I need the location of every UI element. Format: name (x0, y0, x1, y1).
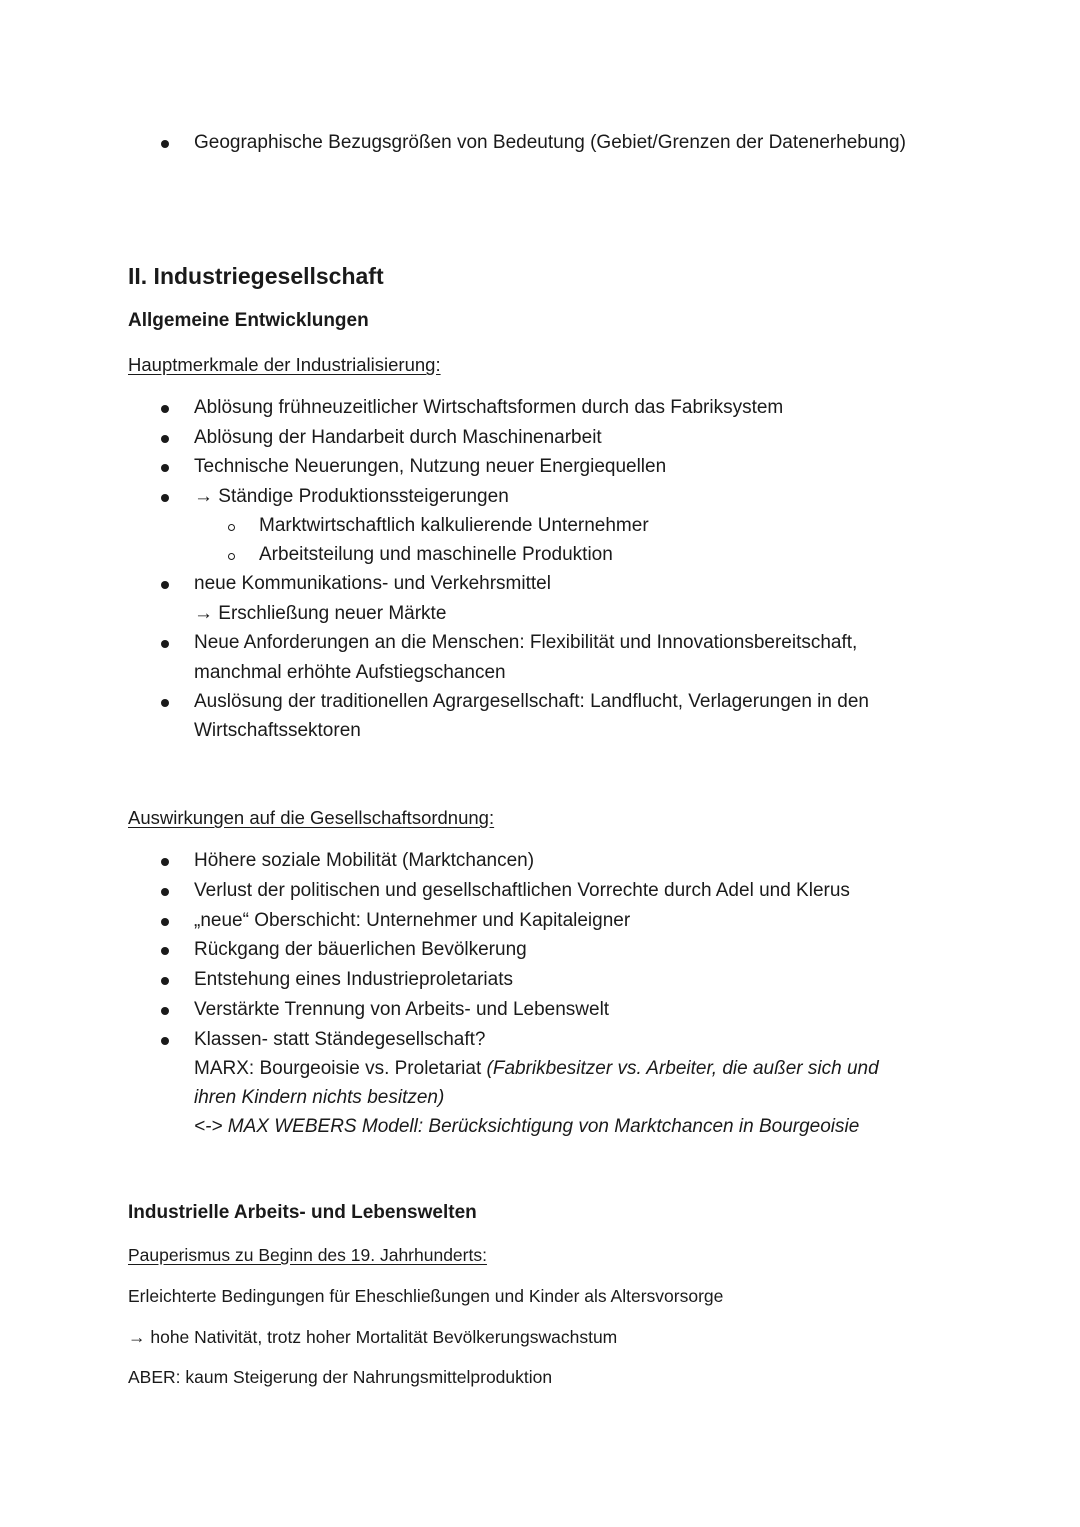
bullet-dot (161, 435, 169, 443)
bullet-dot (161, 918, 169, 926)
list-item: Verstärkte Trennung von Arbeits- und Lebenswelt (194, 999, 610, 1020)
bullet-dot (161, 405, 169, 413)
bullet-dot (161, 581, 169, 589)
list-item: neue Kommunikations- und Verkehrsmittel (194, 573, 551, 594)
paragraph: Erleichterte Bedingungen für Eheschließungen und Kinder als Altersvorsorge (128, 1286, 724, 1306)
bullet-dot (161, 888, 169, 896)
list-item: Ablösung frühneuzeitlicher Wirtschaftsformen durch das Fabriksystem (194, 397, 784, 418)
bullet-dot (161, 947, 169, 955)
list-item: Verlust der politischen und gesellschaftlichen Vorrechte durch Adel und Klerus (194, 880, 850, 901)
list-item: Neue Anforderungen an die Menschen: Flexibilität und Innovationsbereitschaft, (194, 632, 858, 653)
list-item-continuation: → Erschließung neuer Märkte (194, 603, 447, 624)
list-item-continuation: ihren Kindern nichts besitzen) (194, 1087, 445, 1108)
paragraph: → hohe Nativität, trotz hoher Mortalität Bevölkerungswachstum (128, 1327, 618, 1347)
list-item: Klassen- statt Ständegesellschaft? (194, 1029, 486, 1050)
list-item-continuation: <-> MAX WEBERS Modell: Berücksichtigung von Marktchancen in Bourgeoisie (194, 1116, 860, 1137)
sub-list-item: Arbeitsteilung und maschinelle Produktion (259, 544, 613, 565)
list-item: → Ständige Produktionssteigerungen (194, 486, 509, 507)
list-item: Auslösung der traditionellen Agrargesellschaft: Landflucht, Verlagerungen in den (194, 691, 869, 712)
list-item-continuation (194, 1054, 879, 1083)
list-item-continuation: Wirtschaftssektoren (194, 720, 361, 741)
bullet-dot (161, 1007, 169, 1015)
subheading-industrial: Industrielle Arbeits- und Lebenswelten (128, 1202, 477, 1223)
marx-text: MARX: Bourgeoisie vs. Proletariat (194, 1058, 487, 1079)
list-item: Höhere soziale Mobilität (Marktchancen) (194, 850, 535, 871)
sub-bullet-circle (228, 553, 235, 560)
bullet-dot (161, 858, 169, 866)
marx-note-italic: (Fabrikbesitzer vs. Arbeiter, die außer sich und (486, 1058, 879, 1079)
list-item: „neue“ Oberschicht: Unternehmer und Kapitaleigner (194, 910, 631, 931)
bullet-dot (161, 140, 169, 148)
bullet-dot (161, 699, 169, 707)
auswirkungen-heading: Auswirkungen auf die Gesellschaftsordnung: (128, 807, 495, 828)
paragraph: ABER: kaum Steigerung der Nahrungsmittelproduktion (128, 1367, 553, 1387)
hauptmerkmale-heading: Hauptmerkmale der Industrialisierung: (128, 354, 441, 375)
sub-bullet-circle (228, 524, 235, 531)
section-title: II. Industriegesellschaft (128, 263, 384, 289)
bullet-dot (161, 977, 169, 985)
list-item-continuation: manchmal erhöhte Aufstiegschancen (194, 662, 506, 683)
subheading-general: Allgemeine Entwicklungen (128, 310, 369, 331)
list-item: Technische Neuerungen, Nutzung neuer Energiequellen (194, 456, 667, 477)
sub-list-item: Marktwirtschaftlich kalkulierende Unternehmer (259, 515, 649, 536)
bullet-dot (161, 494, 169, 502)
list-item: Rückgang der bäuerlichen Bevölkerung (194, 939, 527, 960)
list-item: Entstehung eines Industrieproletariats (194, 969, 513, 990)
bullet-dot (161, 640, 169, 648)
top-bullet-text: Geographische Bezugsgrößen von Bedeutung (Gebiet/Grenzen der Datenerhebung) (194, 132, 906, 153)
pauperismus-heading: Pauperismus zu Beginn des 19. Jahrhunderts: (128, 1245, 487, 1265)
bullet-dot (161, 1037, 169, 1045)
list-item: Ablösung der Handarbeit durch Maschinenarbeit (194, 427, 602, 448)
bullet-dot (161, 464, 169, 472)
